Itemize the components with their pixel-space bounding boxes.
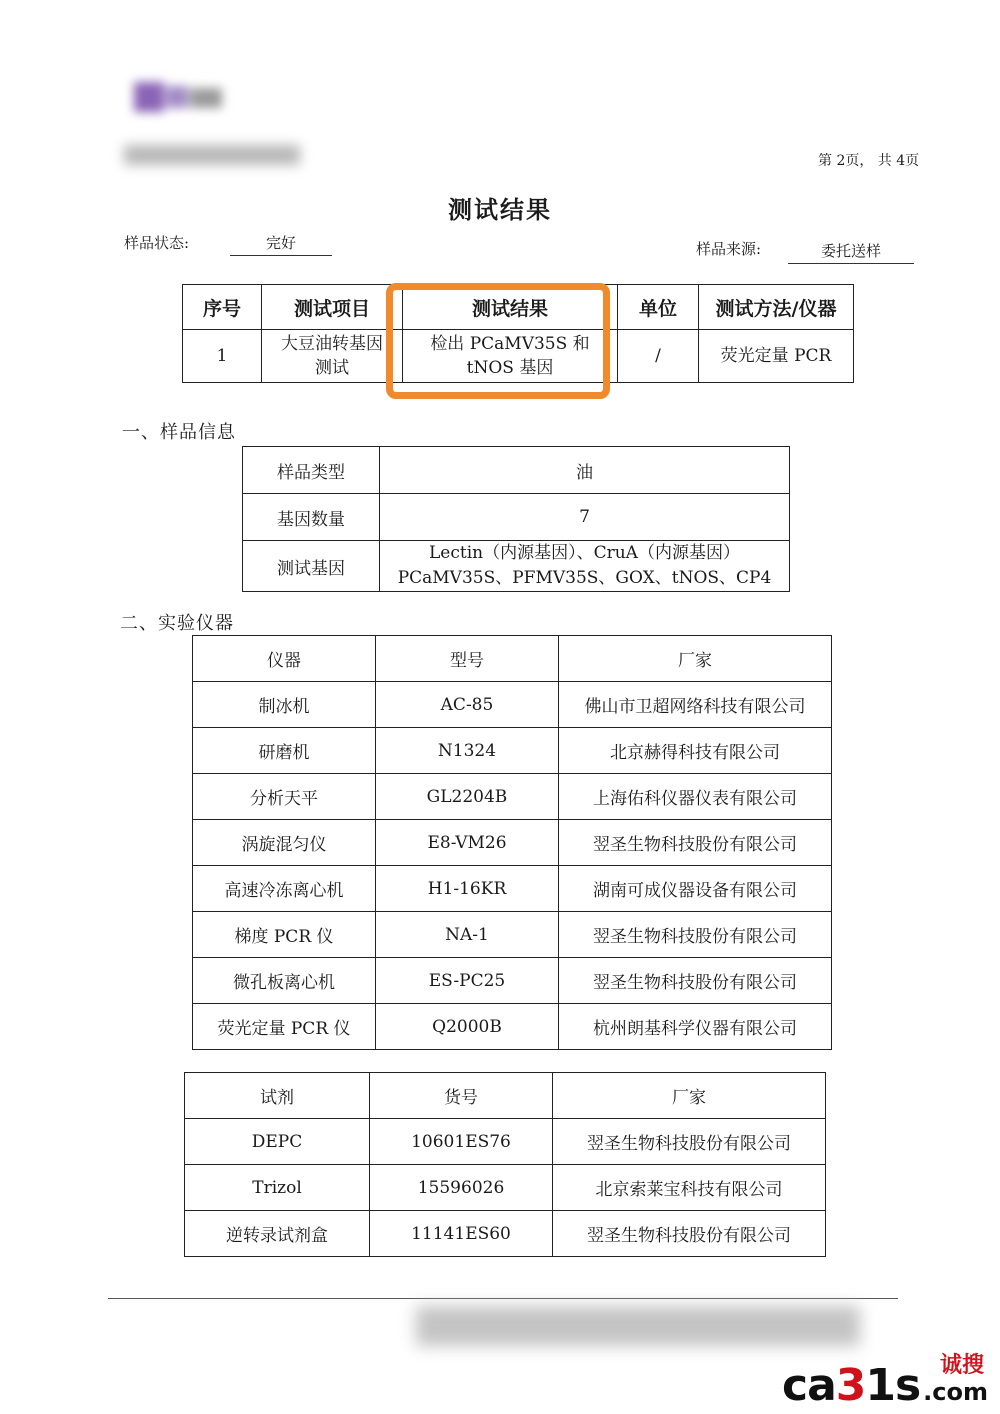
cell-unit: / xyxy=(618,330,699,383)
watermark-com: .com xyxy=(923,1378,988,1406)
test-genes-label: 测试基因 xyxy=(243,541,380,592)
reagent-maker: 翌圣生物科技股份有限公司 xyxy=(553,1211,826,1257)
header-cell-item: 测试项目 xyxy=(262,285,403,330)
section-sample-info-title: 一、样品信息 xyxy=(122,422,236,443)
header-cell-method: 测试方法/仪器 xyxy=(699,285,854,330)
header-cell-model: 型号 xyxy=(376,636,559,682)
sample-type-label: 样品类型 xyxy=(243,447,380,494)
instrument-table-header xyxy=(193,636,832,682)
table-row xyxy=(243,541,790,592)
cell-item-line2: 测试 xyxy=(315,358,349,378)
page-title: 测试结果 xyxy=(448,195,552,224)
sample-info-table xyxy=(242,446,790,592)
blurred-logo xyxy=(128,72,228,120)
header-cell-no: 序号 xyxy=(183,285,262,330)
instrument-model: E8-VM26 xyxy=(376,820,559,866)
instrument-table xyxy=(192,635,832,1050)
reagent-table xyxy=(184,1072,826,1257)
reagent-code: 11141ES60 xyxy=(370,1211,553,1257)
footer-divider xyxy=(108,1298,898,1299)
table-row xyxy=(193,958,832,1004)
instrument-model: GL2204B xyxy=(376,774,559,820)
reagent-name: Trizol xyxy=(185,1165,370,1211)
watermark-cn: 诚搜 xyxy=(939,1353,984,1378)
table-row xyxy=(243,447,790,494)
instrument-name: 制冰机 xyxy=(193,682,376,728)
watermark-part3: 1s xyxy=(865,1360,921,1411)
test-genes-value xyxy=(380,541,790,592)
cell-item xyxy=(262,330,403,383)
watermark-logo xyxy=(782,1352,988,1411)
instrument-model: N1324 xyxy=(376,728,559,774)
instrument-maker: 湖南可成仪器设备有限公司 xyxy=(559,866,832,912)
gene-count-value: 7 xyxy=(380,494,790,541)
instrument-maker: 北京赫得科技有限公司 xyxy=(559,728,832,774)
reagent-maker: 北京索莱宝科技有限公司 xyxy=(553,1165,826,1211)
cell-result-line2: tNOS 基因 xyxy=(466,358,554,378)
instrument-name: 荧光定量 PCR 仪 xyxy=(193,1004,376,1050)
blurred-company-name xyxy=(124,145,300,165)
table-row xyxy=(193,820,832,866)
test-genes-line1: Lectin（内源基因）、CruA（内源基因） xyxy=(429,543,740,563)
instrument-model: Q2000B xyxy=(376,1004,559,1050)
cell-method: 荧光定量 PCR xyxy=(699,330,854,383)
cell-result-line1: 检出 PCaMV35S 和 xyxy=(430,334,590,354)
table-row xyxy=(185,1119,826,1165)
watermark-part2: 3 xyxy=(835,1360,866,1411)
watermark-main xyxy=(782,1360,921,1411)
sample-status-label: 样品状态: xyxy=(124,234,190,252)
reagent-name: DEPC xyxy=(185,1119,370,1165)
table-row xyxy=(193,728,832,774)
header-cell-maker: 厂家 xyxy=(553,1073,826,1119)
instrument-name: 研磨机 xyxy=(193,728,376,774)
instrument-name: 分析天平 xyxy=(193,774,376,820)
table-row xyxy=(193,912,832,958)
instrument-model: H1-16KR xyxy=(376,866,559,912)
instrument-maker: 翌圣生物科技股份有限公司 xyxy=(559,958,832,1004)
header-cell-result: 测试结果 xyxy=(403,285,618,330)
instrument-maker: 翌圣生物科技股份有限公司 xyxy=(559,820,832,866)
instrument-maker: 翌圣生物科技股份有限公司 xyxy=(559,912,832,958)
header-cell-reagent: 试剂 xyxy=(185,1073,370,1119)
instrument-model: NA-1 xyxy=(376,912,559,958)
sample-source-value: 委托送样 xyxy=(788,240,914,264)
sample-type-value: 油 xyxy=(380,447,790,494)
instrument-name: 微孔板离心机 xyxy=(193,958,376,1004)
instrument-model: AC-85 xyxy=(376,682,559,728)
table-row xyxy=(185,1165,826,1211)
header-cell-maker: 厂家 xyxy=(559,636,832,682)
instrument-name: 高速冷冻离心机 xyxy=(193,866,376,912)
instrument-maker: 杭州朗基科学仪器有限公司 xyxy=(559,1004,832,1050)
gene-count-label: 基因数量 xyxy=(243,494,380,541)
cell-no: 1 xyxy=(183,330,262,383)
reagent-code: 10601ES76 xyxy=(370,1119,553,1165)
table-row xyxy=(193,774,832,820)
instrument-model: ES-PC25 xyxy=(376,958,559,1004)
section-instruments-title: 二、实验仪器 xyxy=(120,613,234,634)
header-cell-unit: 单位 xyxy=(618,285,699,330)
table-row xyxy=(185,1211,826,1257)
reagent-maker: 翌圣生物科技股份有限公司 xyxy=(553,1119,826,1165)
reagent-name: 逆转录试剂盒 xyxy=(185,1211,370,1257)
watermark-part1: ca xyxy=(782,1360,836,1411)
table-row xyxy=(193,682,832,728)
instrument-name: 梯度 PCR 仪 xyxy=(193,912,376,958)
result-highlight-box xyxy=(386,283,610,399)
blurred-footer-text xyxy=(416,1306,860,1346)
header-cell-instrument: 仪器 xyxy=(193,636,376,682)
sample-status-value: 完好 xyxy=(230,232,332,256)
instrument-maker: 上海佑科仪器仪表有限公司 xyxy=(559,774,832,820)
sample-source-label: 样品来源: xyxy=(696,240,762,258)
cell-item-line1: 大豆油转基因 xyxy=(281,334,383,354)
instrument-maker: 佛山市卫超网络科技有限公司 xyxy=(559,682,832,728)
header-cell-code: 货号 xyxy=(370,1073,553,1119)
table-row xyxy=(193,1004,832,1050)
instrument-name: 涡旋混匀仪 xyxy=(193,820,376,866)
reagent-table-header xyxy=(185,1073,826,1119)
table-row xyxy=(193,866,832,912)
test-genes-line2: PCaMV35S、PFMV35S、GOX、tNOS、CP4 xyxy=(397,568,772,588)
table-row xyxy=(243,494,790,541)
page-indicator: 第 2页， 共 4页 xyxy=(818,153,920,169)
reagent-code: 15596026 xyxy=(370,1165,553,1211)
